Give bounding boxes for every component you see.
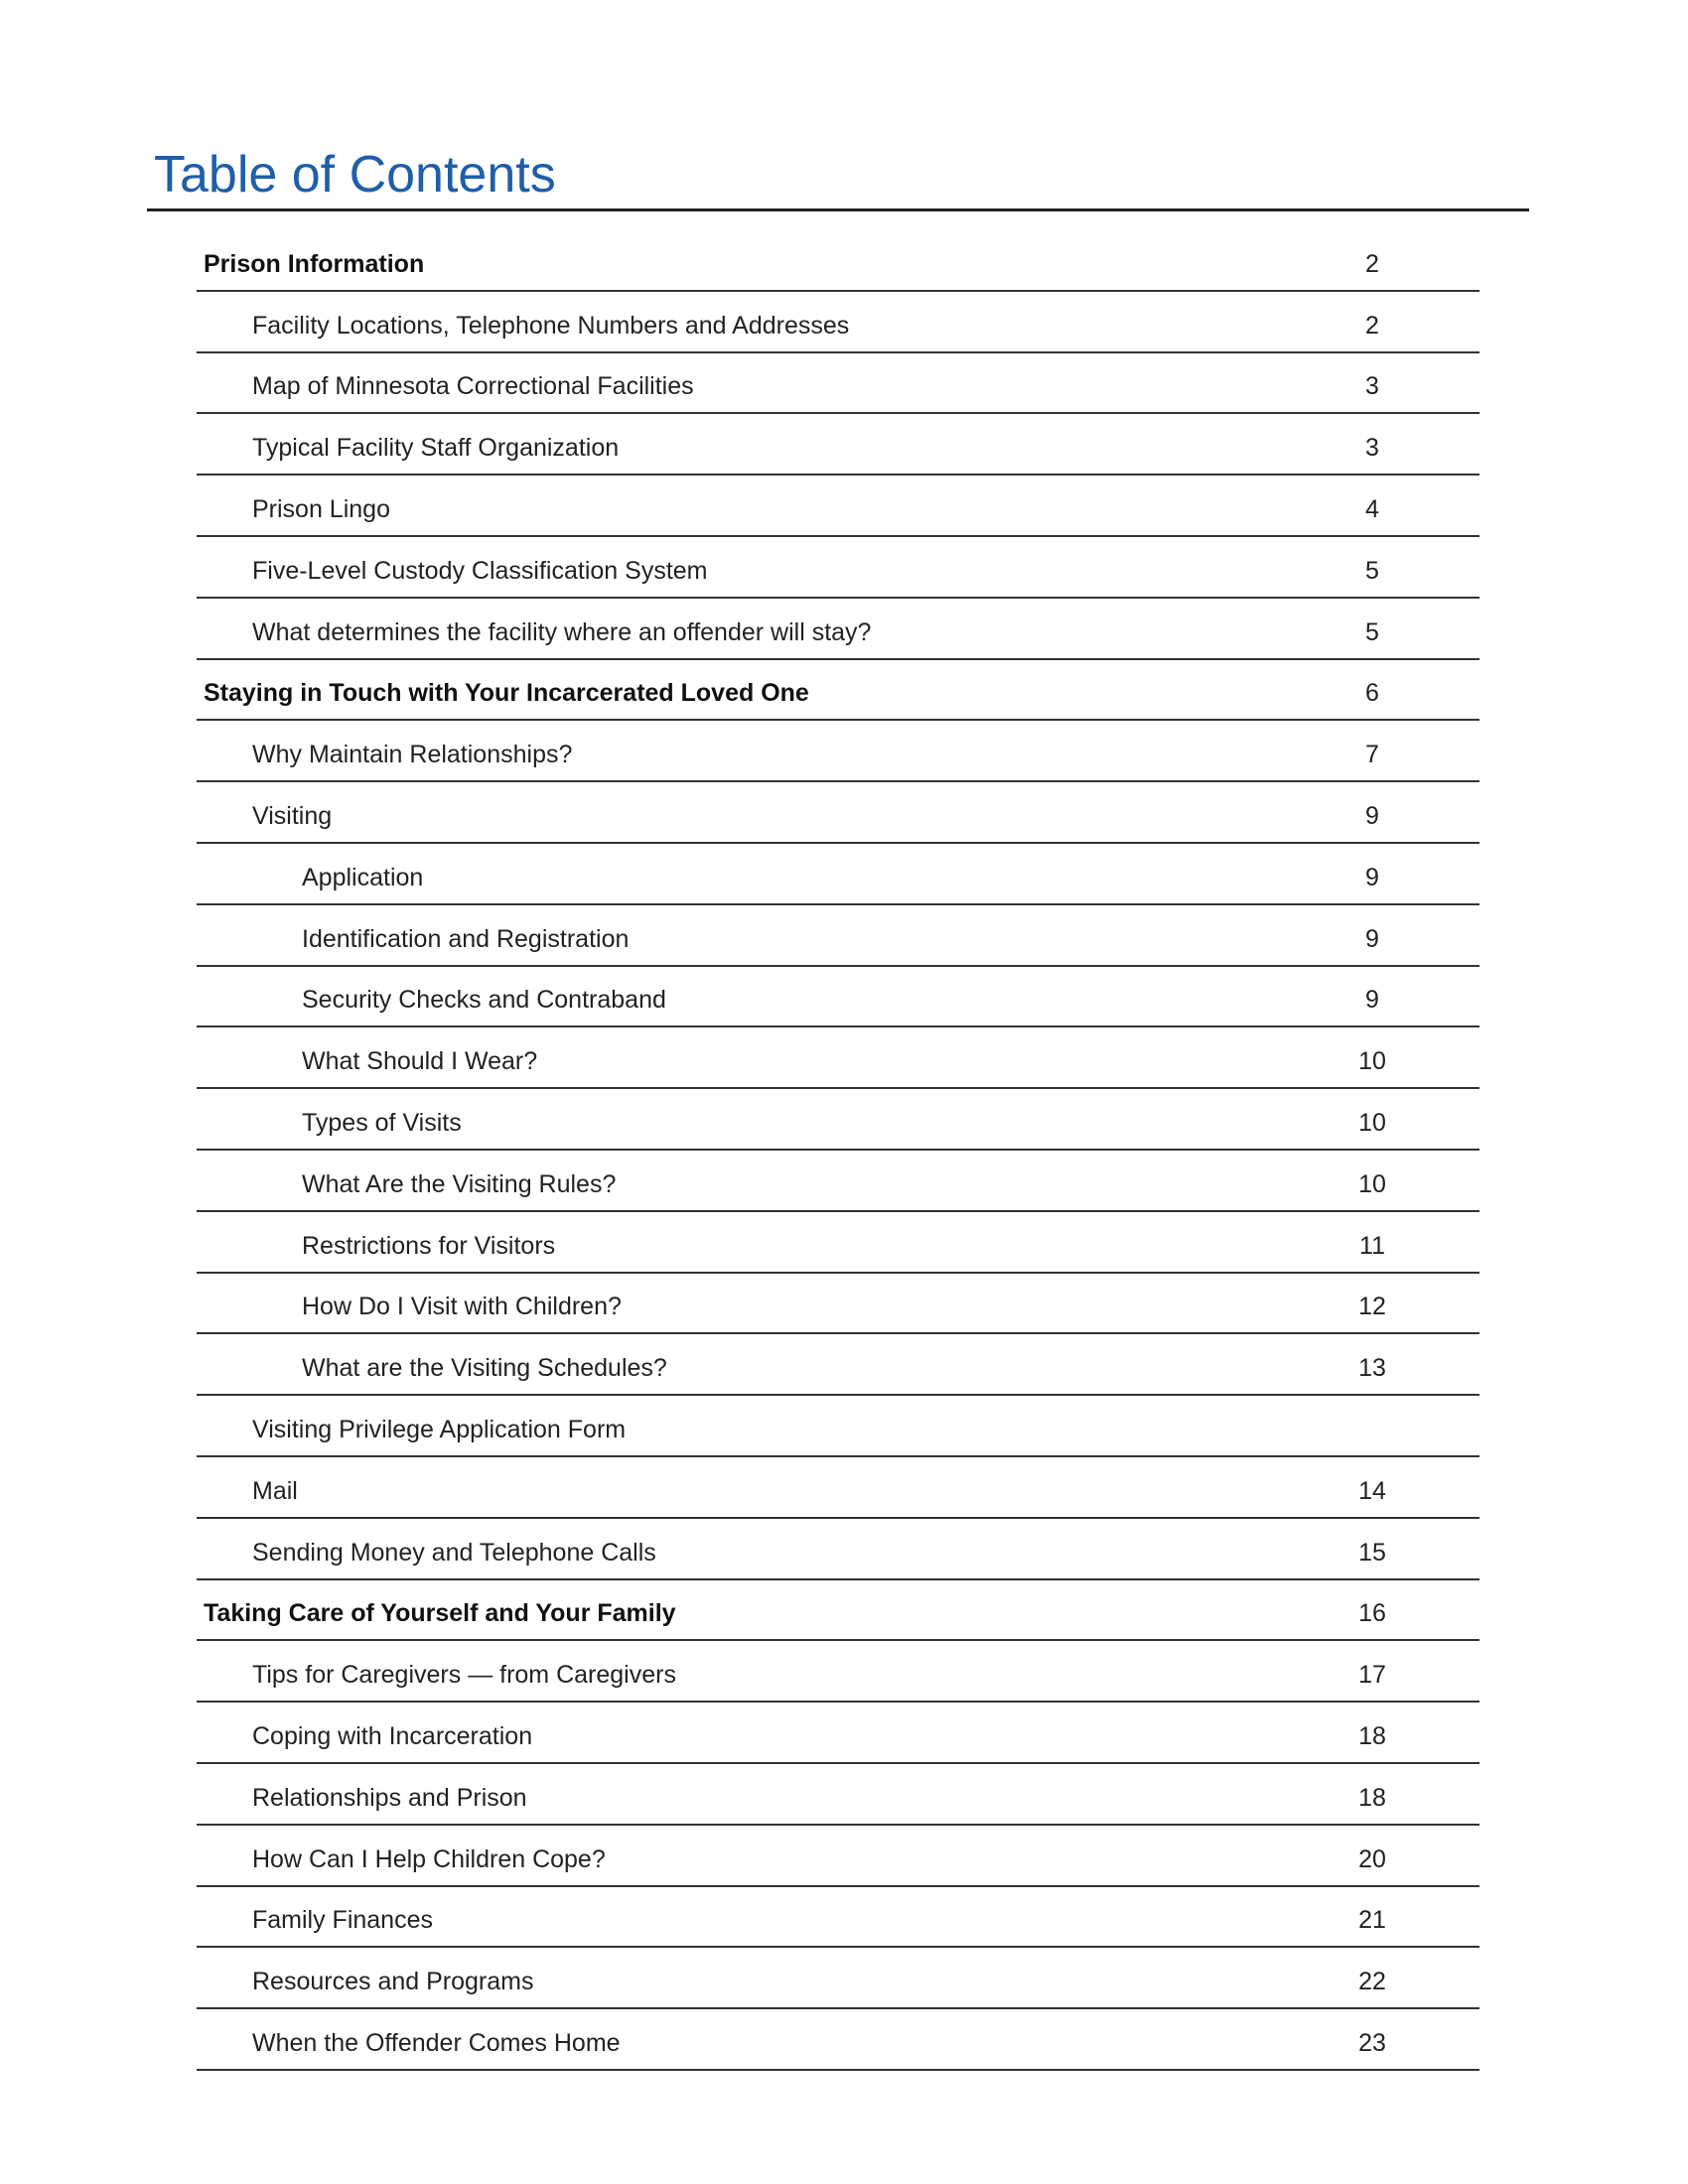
toc-entry[interactable]: [197, 476, 1479, 537]
toc-page-number-text: 9: [1365, 801, 1379, 830]
toc-page-number-text: 2: [1365, 249, 1379, 278]
toc-page-number-text: 5: [1365, 617, 1379, 646]
toc-entry[interactable]: [197, 1396, 1479, 1457]
toc-entry-label: What Are the Visiting Rules?: [302, 1169, 617, 1198]
toc-entry[interactable]: [197, 599, 1479, 660]
toc-entry[interactable]: [197, 414, 1479, 476]
toc-subentry[interactable]: [197, 1334, 1479, 1396]
toc-entry-label: Application: [302, 863, 424, 891]
toc-entry-label: Identification and Registration: [302, 924, 630, 953]
toc-entry[interactable]: [197, 782, 1479, 844]
toc-subentry[interactable]: [197, 1027, 1479, 1089]
toc-entry[interactable]: [197, 1887, 1479, 1949]
toc-subentry[interactable]: [197, 1212, 1479, 1274]
toc-entry[interactable]: [197, 2009, 1479, 2071]
toc-entry[interactable]: [197, 1457, 1479, 1519]
toc-entry-label: Prison Lingo: [252, 494, 390, 523]
toc-page-number-text: 13: [1358, 1354, 1386, 1383]
toc-page-number-text: 22: [1358, 1968, 1386, 1996]
toc-entry-label: Typical Facility Staff Organization: [252, 434, 620, 463]
toc-subentry[interactable]: [197, 905, 1479, 967]
toc-page-number-text: 4: [1365, 494, 1379, 523]
toc-page-number-text: 9: [1365, 986, 1379, 1015]
toc-entry[interactable]: [197, 1641, 1479, 1703]
toc-entry-label: Relationships and Prison: [252, 1783, 527, 1812]
toc-page-number-text: 5: [1365, 556, 1379, 585]
toc-entry-label: Facility Locations, Telephone Numbers and Addresses: [252, 311, 850, 340]
toc-entry-label: Resources and Programs: [252, 1968, 534, 1996]
toc-page-number-text: 14: [1358, 1476, 1386, 1505]
toc-entry-label: How Do I Visit with Children?: [302, 1293, 622, 1321]
toc-entry-label: Mail: [252, 1476, 298, 1505]
toc-page-number-text: 15: [1358, 1538, 1386, 1567]
toc-entry-label: What are the Visiting Schedules?: [302, 1354, 667, 1383]
toc-page-number-text: 3: [1365, 434, 1379, 463]
toc-page-number-text: 10: [1358, 1108, 1386, 1137]
toc-page-number-text: 23: [1358, 2028, 1386, 2057]
toc-page-number-text: 9: [1365, 924, 1379, 953]
toc-entry-label: Restrictions for Visitors: [302, 1231, 556, 1260]
toc-entry-label: Tips for Caregivers — from Caregivers: [252, 1661, 676, 1690]
toc-entry-label: What Should I Wear?: [302, 1047, 538, 1076]
toc-subentry[interactable]: [197, 1151, 1479, 1212]
toc-entry-label: Sending Money and Telephone Calls: [252, 1538, 656, 1567]
toc-section-entry[interactable]: [197, 1580, 1479, 1642]
toc-entry-label: What determines the facility where an offender will stay?: [252, 617, 872, 646]
toc-page-number-text: 16: [1358, 1599, 1386, 1628]
toc-page-number-text: 11: [1359, 1231, 1385, 1260]
toc-page-number-text: 6: [1365, 679, 1379, 708]
toc-subentry[interactable]: [197, 1089, 1479, 1151]
toc-subentry[interactable]: [197, 844, 1479, 905]
toc-entry-label: Taking Care of Yourself and Your Family: [204, 1599, 676, 1628]
toc-entry-label: When the Offender Comes Home: [252, 2028, 621, 2057]
toc-page-number-text: 17: [1358, 1661, 1386, 1690]
toc-page-number-text: 18: [1358, 1783, 1386, 1812]
toc-page-number-text: 21: [1358, 1906, 1386, 1935]
toc-page-number-text: 20: [1358, 1844, 1386, 1873]
toc-subentry[interactable]: [197, 967, 1479, 1028]
toc-entry[interactable]: [197, 537, 1479, 599]
toc-entry[interactable]: [197, 292, 1479, 353]
toc-section-entry[interactable]: [197, 660, 1479, 722]
toc-entry-label: Five-Level Custody Classification System: [252, 556, 708, 585]
toc-entry[interactable]: [197, 1703, 1479, 1764]
toc-entry-label: Family Finances: [252, 1906, 433, 1935]
toc-page-number-text: 18: [1358, 1721, 1386, 1750]
toc-list: [197, 230, 1479, 2071]
toc-page-number-text: 9: [1365, 863, 1379, 891]
toc-page-number-text: 10: [1358, 1169, 1386, 1198]
toc-entry[interactable]: [197, 721, 1479, 782]
toc-entry-label: Visiting: [252, 801, 333, 830]
toc-entry-label: Map of Minnesota Correctional Facilities: [252, 372, 694, 401]
toc-entry[interactable]: [197, 1948, 1479, 2009]
title-divider: [147, 208, 1529, 211]
toc-entry[interactable]: [197, 353, 1479, 415]
toc-section-entry[interactable]: [197, 230, 1479, 292]
toc-entry[interactable]: [197, 1519, 1479, 1580]
toc-page-number-text: 12: [1358, 1293, 1386, 1321]
page-title: Table of Contents: [154, 146, 556, 204]
toc-entry-label: Prison Information: [204, 249, 425, 278]
toc-entry[interactable]: [197, 1826, 1479, 1887]
toc-entry-label: Visiting Privilege Application Form: [252, 1415, 627, 1443]
toc-subentry[interactable]: [197, 1274, 1479, 1335]
toc-entry[interactable]: [197, 1764, 1479, 1826]
toc-entry-label: How Can I Help Children Cope?: [252, 1844, 606, 1873]
toc-page-number-text: 10: [1358, 1047, 1386, 1076]
toc-entry-label: Security Checks and Contraband: [302, 986, 666, 1015]
toc-page-number-text: 2: [1365, 311, 1379, 340]
toc-entry-label: Staying in Touch with Your Incarcerated Loved One: [204, 679, 809, 708]
toc-entry-label: Types of Visits: [302, 1108, 462, 1137]
toc-entry-label: Why Maintain Relationships?: [252, 741, 573, 769]
toc-entry-label: Coping with Incarceration: [252, 1721, 533, 1750]
toc-page-number-text: 7: [1365, 741, 1379, 769]
toc-page-number-text: 3: [1365, 372, 1379, 401]
